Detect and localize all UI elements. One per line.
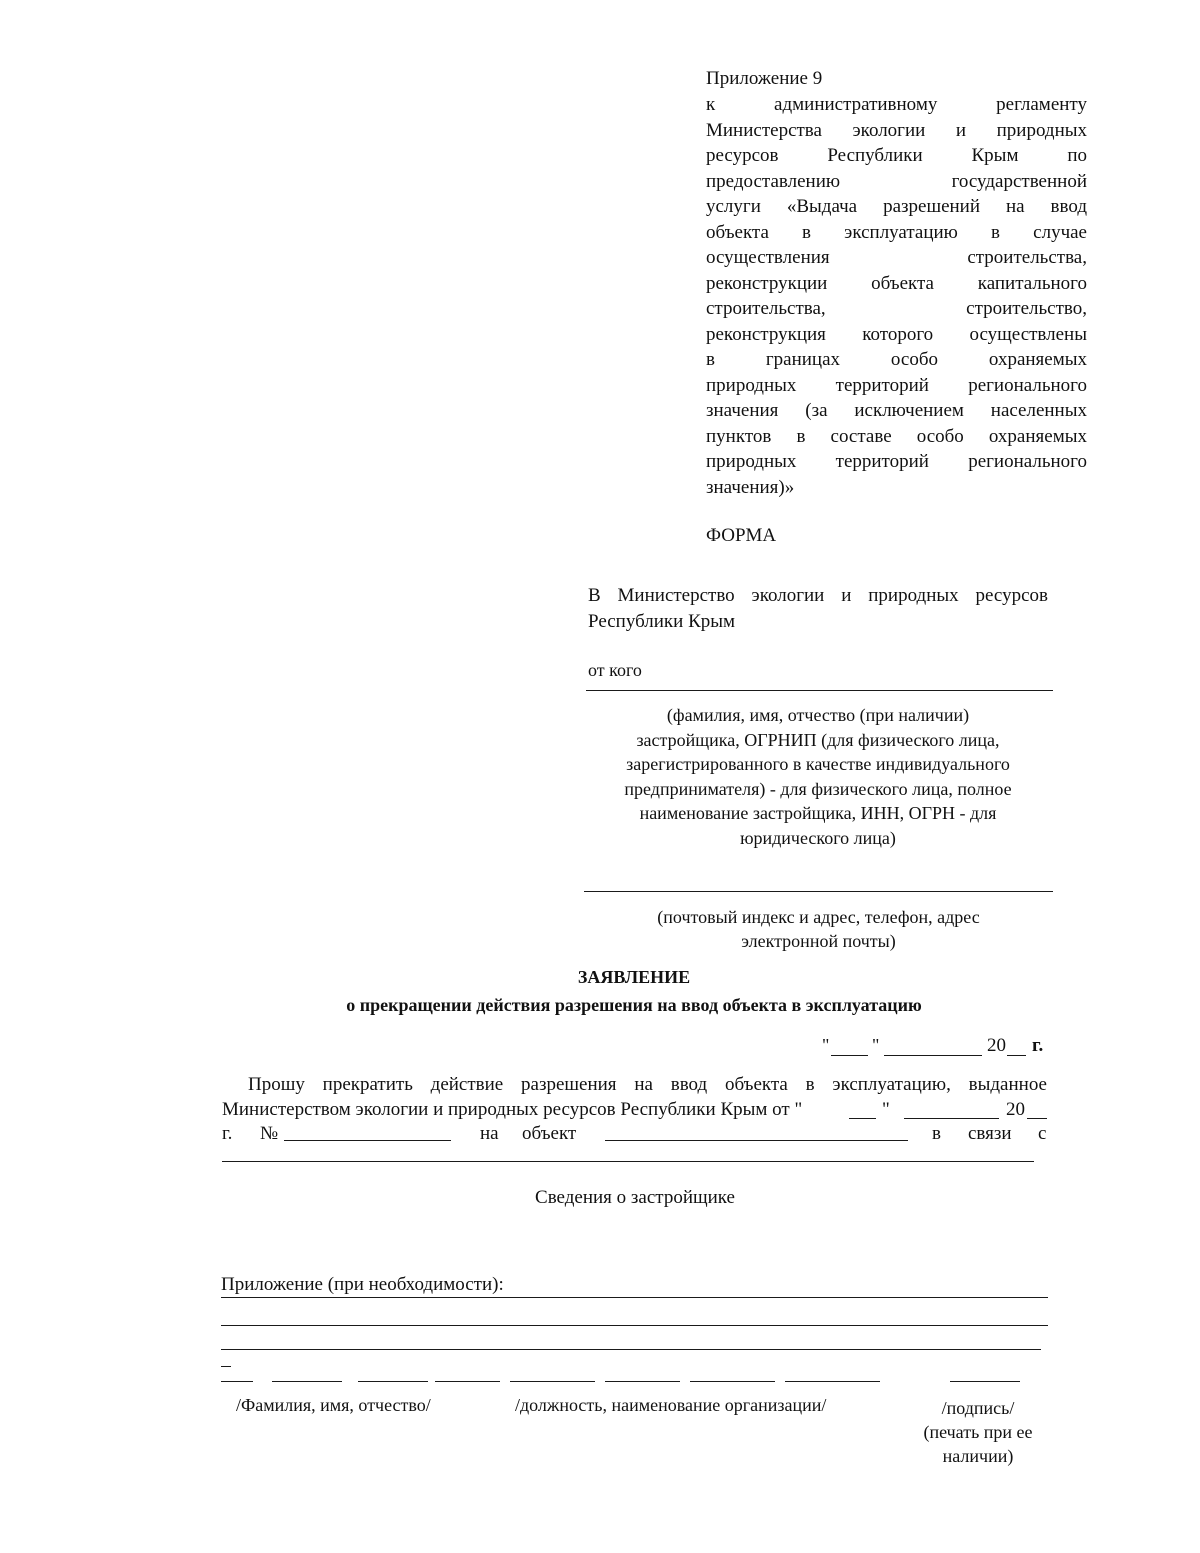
caption-signature bbox=[905, 1396, 1051, 1468]
attachment-line-1[interactable] bbox=[221, 1297, 1048, 1298]
body-svyazi: связи bbox=[968, 1123, 1012, 1144]
document-subtitle: о прекращении действия разрешения на ввод объекта в эксплуатацию bbox=[346, 995, 922, 1015]
applicant-hint-line: застройщика, ОГРНИП (для физического лица, bbox=[636, 729, 1000, 750]
addressee bbox=[588, 583, 1048, 634]
appendix-line: ресурсов Республики Крым по bbox=[706, 145, 1087, 166]
position-field[interactable] bbox=[510, 1381, 595, 1382]
appendix-line: объекта в эксплуатацию в случае bbox=[706, 221, 1087, 243]
address-line[interactable] bbox=[584, 891, 1053, 892]
document-title: ЗАЯВЛЕНИЕ bbox=[577, 967, 691, 987]
position-field[interactable] bbox=[690, 1381, 775, 1382]
date-close-quote: " bbox=[872, 1035, 880, 1055]
fio-field[interactable] bbox=[435, 1381, 500, 1382]
body-v: в bbox=[932, 1123, 941, 1144]
form-label: ФОРМА bbox=[706, 525, 777, 546]
body-na: на bbox=[480, 1123, 499, 1144]
addressee-line-1: В Министерство экологии и природных ресурсов bbox=[588, 585, 1048, 606]
position-field[interactable] bbox=[605, 1381, 680, 1382]
body-number-sign: № bbox=[260, 1123, 279, 1144]
appendix-line: природных территорий регионального bbox=[706, 451, 1087, 472]
applicant-hint-line: юридического лица) bbox=[740, 827, 896, 848]
permit-number-field[interactable] bbox=[284, 1140, 451, 1141]
caption-position: /должность, наименование организации/ bbox=[515, 1395, 827, 1415]
body-object: объект bbox=[522, 1123, 577, 1144]
caption-stamp-1: (печать при ее bbox=[923, 1422, 1033, 1442]
attachment-line-3[interactable] bbox=[221, 1349, 1041, 1350]
body-line-2-quote: " bbox=[882, 1099, 890, 1120]
developer-info-heading: Сведения о застройщике bbox=[535, 1187, 735, 1208]
body-g: г. bbox=[222, 1123, 233, 1144]
caption-stamp-2: наличии) bbox=[942, 1446, 1014, 1466]
address-hint-line: электронной почты) bbox=[741, 931, 896, 951]
appendix-line: значения)» bbox=[706, 476, 795, 498]
body-s: с bbox=[1038, 1123, 1047, 1144]
signature-dash bbox=[221, 1381, 253, 1382]
signature-dash bbox=[221, 1366, 231, 1367]
caption-fio: /Фамилия, имя, отчество/ bbox=[236, 1395, 431, 1415]
appendix-line: в границах особо охраняемых bbox=[706, 349, 1087, 370]
position-field[interactable] bbox=[785, 1381, 880, 1382]
body-line-2-year: 20 bbox=[1006, 1099, 1025, 1120]
attachment-label: Приложение (при необходимости): bbox=[221, 1274, 504, 1295]
date-year: 20 bbox=[987, 1035, 1006, 1056]
appendix-line: природных территорий регионального bbox=[706, 374, 1087, 396]
appendix-line: Министерства экологии и природных bbox=[706, 119, 1087, 141]
appendix-line: значения (за исключением населенных bbox=[706, 400, 1087, 421]
appendix-line: пунктов в составе особо охраняемых bbox=[706, 425, 1087, 447]
date-day-field[interactable] bbox=[831, 1055, 868, 1056]
address-hint bbox=[584, 905, 1053, 953]
appendix-title: Приложение 9 bbox=[706, 68, 823, 89]
appendix-line: реконструкция которого осуществлены bbox=[706, 323, 1087, 345]
permit-day-field[interactable] bbox=[849, 1118, 876, 1119]
date-suffix: г. bbox=[1032, 1035, 1044, 1056]
address-hint-line: (почтовый индекс и адрес, телефон, адрес bbox=[657, 907, 980, 927]
attachment-line-2[interactable] bbox=[221, 1325, 1048, 1326]
appendix-line: услуги «Выдача разрешений на ввод bbox=[706, 196, 1087, 217]
applicant-hint-line: (фамилия, имя, отчество (при наличии) bbox=[666, 705, 970, 725]
applicant-hint-line: зарегистрированного в качестве индивидуального bbox=[626, 754, 1010, 774]
appendix-line: к административному регламенту bbox=[706, 94, 1087, 115]
fio-field[interactable] bbox=[358, 1381, 428, 1382]
body-line-1: Прошу прекратить действие разрешения на ввод объекта в эксплуатацию, выданное bbox=[248, 1074, 1047, 1095]
body-line-2: Министерством экологии и природных ресурсов Республики Крым от " bbox=[222, 1099, 803, 1120]
reason-field[interactable] bbox=[222, 1161, 1034, 1162]
from-label: от кого bbox=[588, 660, 642, 680]
date-year-field[interactable] bbox=[1007, 1055, 1026, 1056]
object-field[interactable] bbox=[605, 1140, 908, 1141]
sign-field[interactable] bbox=[950, 1381, 1020, 1382]
addressee-line-2: Республики Крым bbox=[588, 610, 736, 632]
appendix-line: предоставлению государственной bbox=[706, 170, 1087, 192]
applicant-hint-line: наименование застройщика, ИНН, ОГРН - для bbox=[639, 803, 997, 823]
caption-sign: /подпись/ bbox=[941, 1398, 1015, 1418]
appendix-text bbox=[706, 92, 1087, 500]
fio-field[interactable] bbox=[272, 1381, 342, 1382]
appendix-line: осуществления строительства, bbox=[706, 247, 1087, 268]
permit-month-field[interactable] bbox=[904, 1118, 999, 1119]
appendix-line: реконструкции объекта капитального bbox=[706, 272, 1087, 294]
applicant-hint bbox=[583, 703, 1053, 850]
applicant-hint-line: предпринимателя) - для физического лица, полное bbox=[624, 778, 1012, 799]
applicant-line[interactable] bbox=[586, 690, 1053, 691]
date-month-field[interactable] bbox=[884, 1055, 982, 1056]
permit-year-field[interactable] bbox=[1027, 1118, 1047, 1119]
appendix-line: строительства, строительство, bbox=[706, 298, 1087, 319]
date-open-quote: " bbox=[822, 1035, 830, 1055]
